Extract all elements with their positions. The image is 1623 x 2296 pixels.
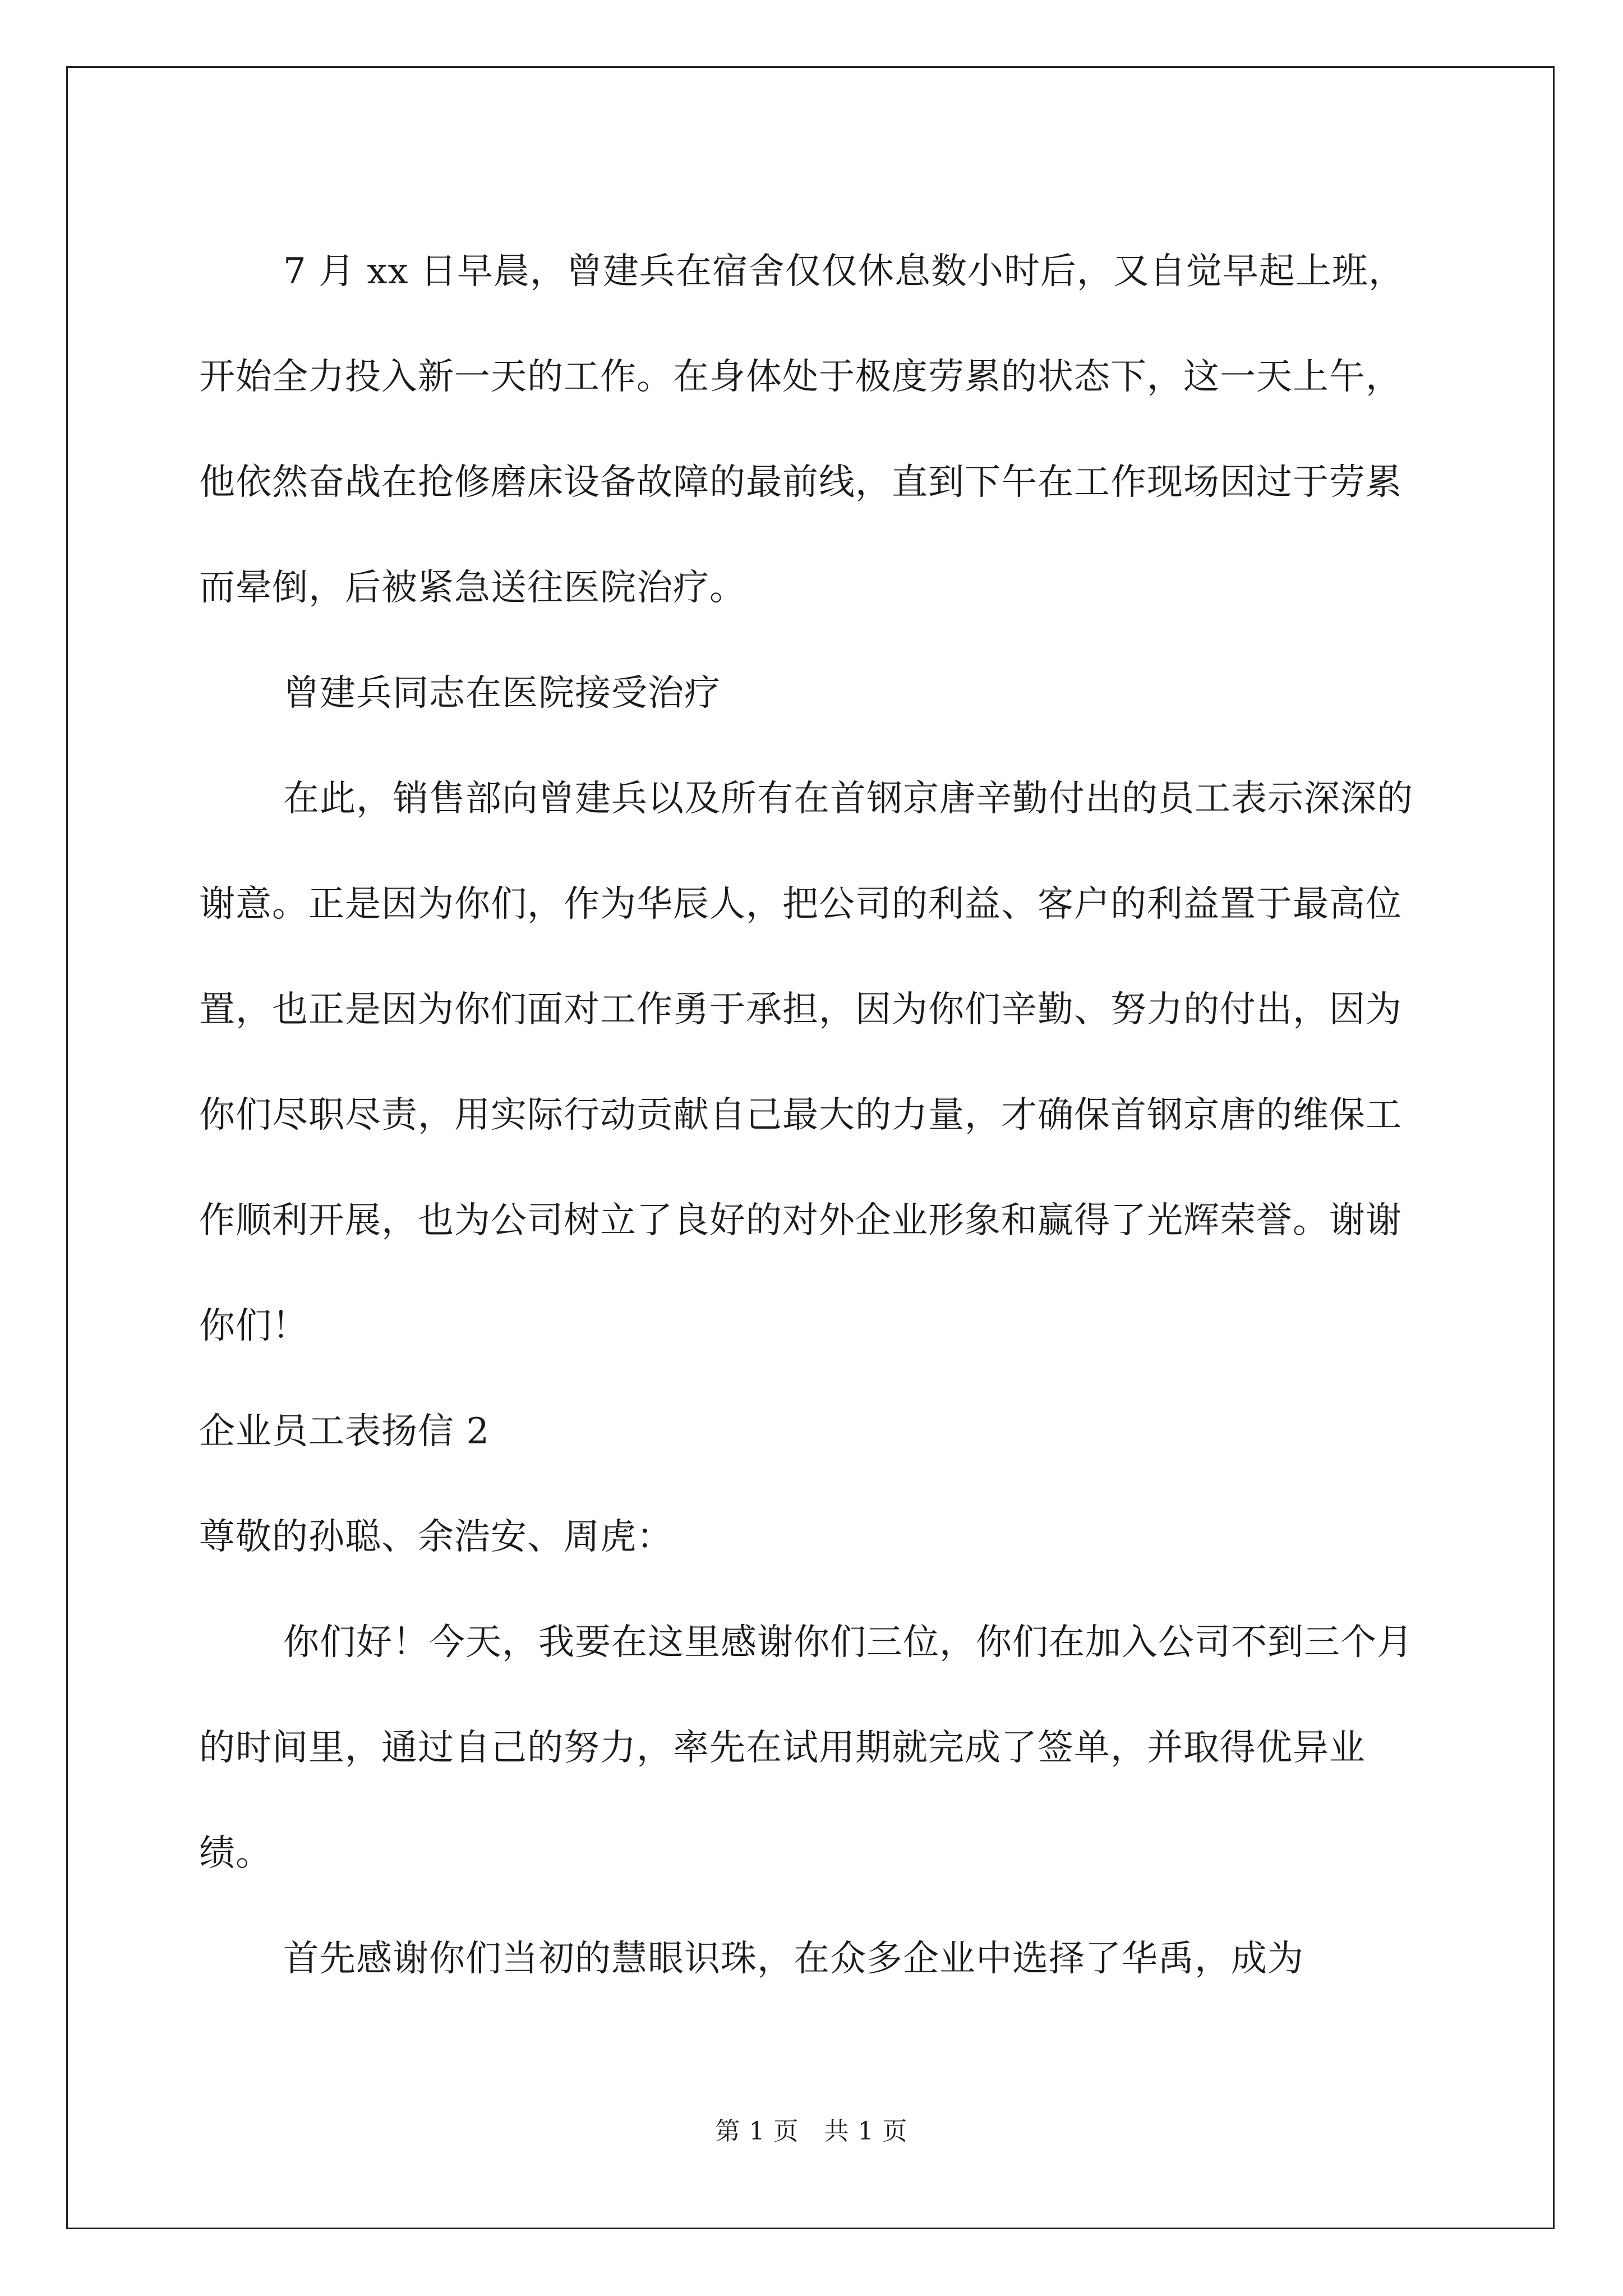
document-body: [199, 219, 1427, 2012]
paragraph-3: 在此，销售部向曾建兵以及所有在首钢京唐辛勤付出的员工表示深深的谢意。正是因为你们，作为华辰人，把公司的利益、客户的利益置于最高位置，也正是因为你们面对工作勇于承担，因为你们辛勤、努力的付出，因为你们尽职尽责，用实际行动贡献自己最大的力量，才确保首钢京唐的维保工作顺利开展，也为公司树立了良好的对外企业形象和赢得了光辉荣誉。谢谢你们！: [199, 778, 1413, 1347]
paragraph-5: 首先感谢你们当初的慧眼识珠，在众多企业中选择了华禹，成为: [283, 1938, 1304, 1980]
salutation: 尊敬的孙聪、余浩安、周虎：: [199, 1516, 673, 1558]
paragraph-4: 你们好！今天，我要在这里感谢你们三位，你们在加入公司不到三个月的时间里，通过自己的努力，率先在试用期就完成了签单，并取得优异业绩。: [199, 1622, 1413, 1874]
paragraph-1: 7 月 xx 日早晨，曾建兵在宿舍仅仅休息数小时后，又自觉早起上班，开始全力投入新一天的工作。在身体处于极度劳累的状态下，这一天上午，他依然奋战在抢修磨床设备故障的最前线，直到下午在工作现场因过于劳累而晕倒，后被紧急送往医院治疗。: [199, 251, 1405, 609]
section-title: 企业员工表扬信 2: [199, 1411, 490, 1452]
page-number-footer: 第 1 页 共 1 页: [715, 2117, 908, 2146]
paragraph-2: 曾建兵同志在医院接受治疗: [283, 673, 721, 714]
